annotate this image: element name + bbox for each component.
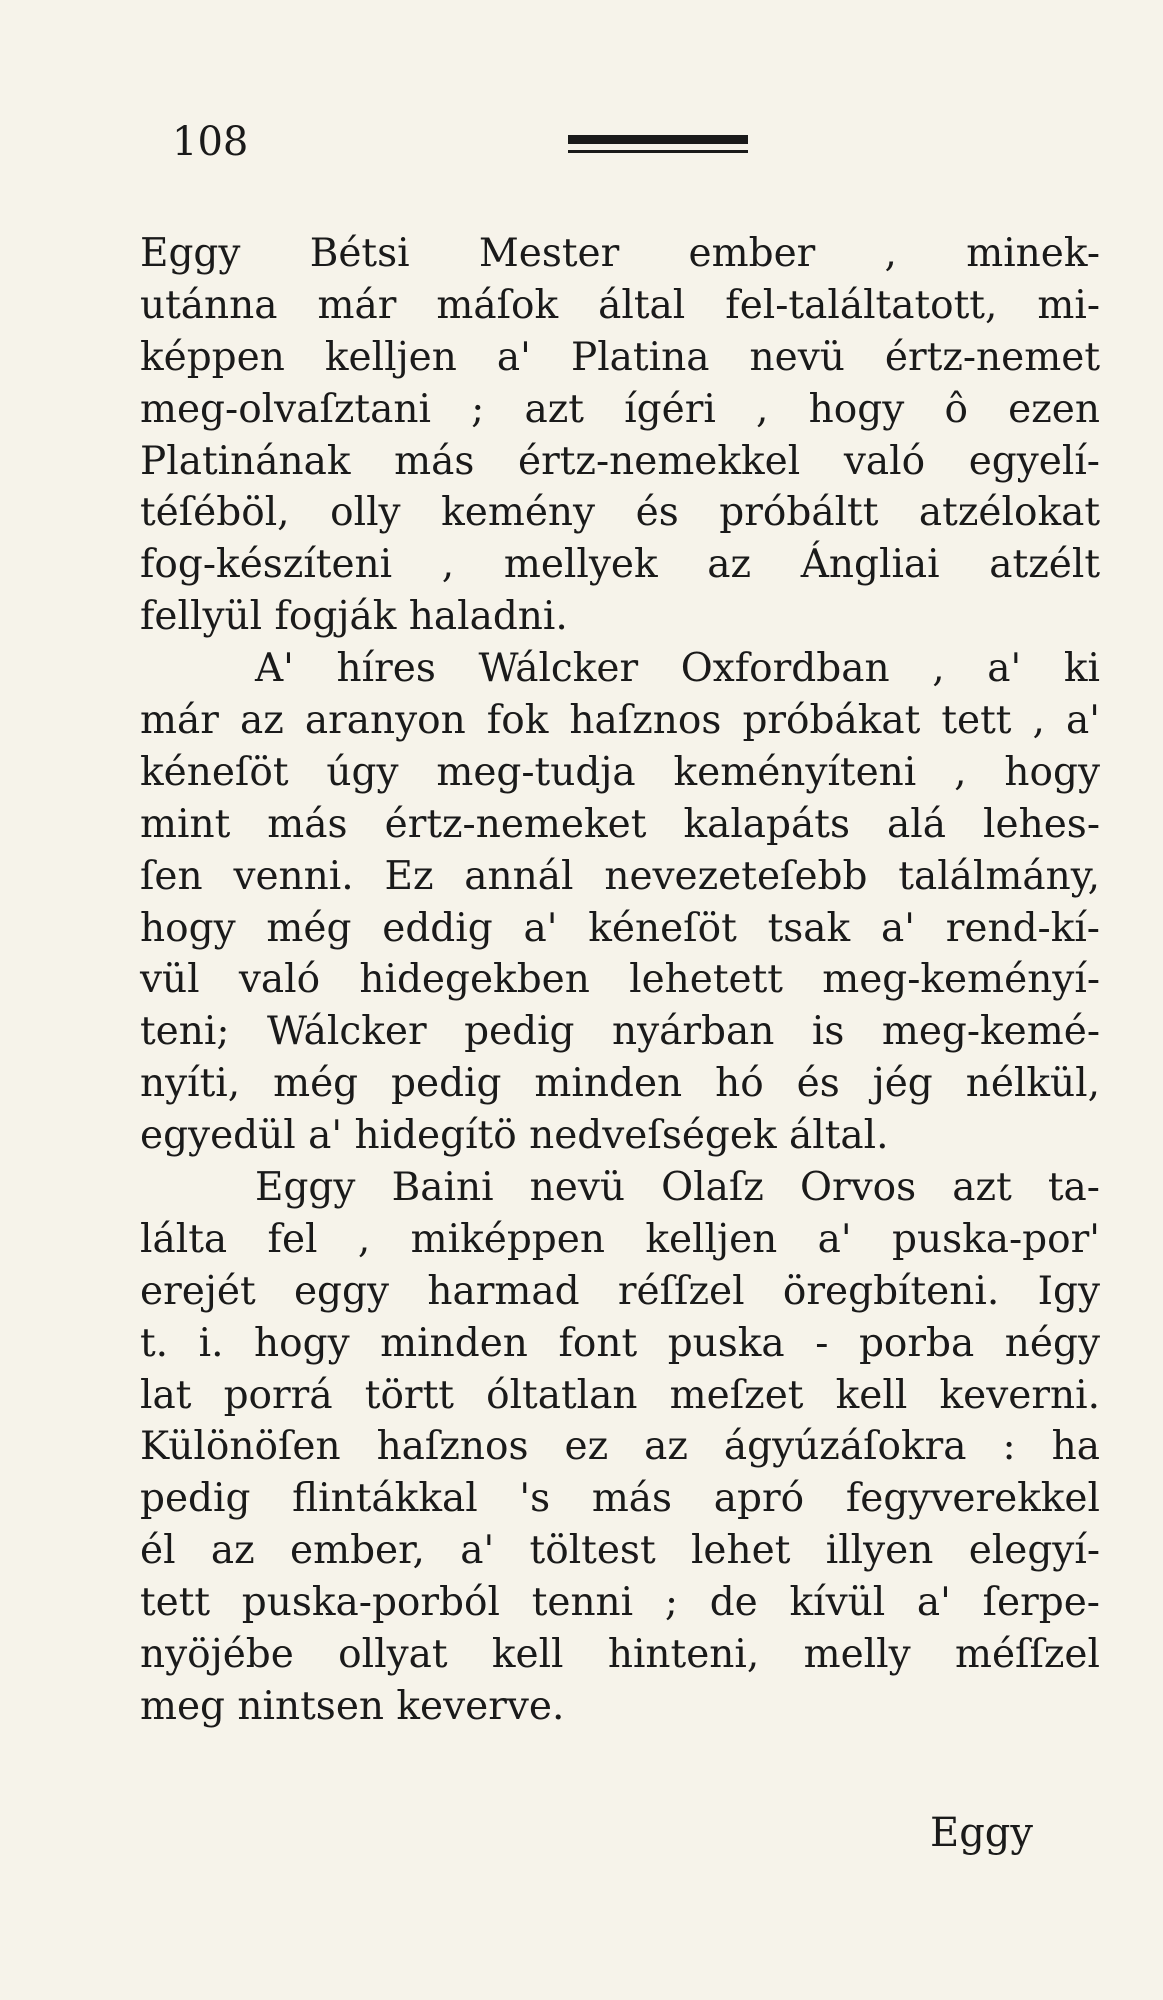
text-line: erejét eggy harmad réſſzel öregbíteni. Igy [140, 1268, 1100, 1314]
text-line: t. i. hogy minden font puska - porba négy [140, 1320, 1100, 1366]
text-line: mint más értz-nemeket kalapáts alá lehes- [140, 801, 1100, 847]
page-number: 108 [172, 119, 249, 165]
text-line: meg nintsen keverve. [140, 1683, 565, 1729]
text-line: nyöjébe ollyat kell hinteni, melly méſſzel [140, 1632, 1100, 1678]
text-line: él az ember, a' töltest lehet illyen elegyí- [140, 1528, 1100, 1574]
header-rule-thick [568, 135, 748, 144]
text-line: tett puska-porból tenni ; de kívül a' ſerpe- [140, 1580, 1100, 1626]
header-rule [568, 135, 748, 159]
text-line: utánna már máſok által fel-találtatott, mi- [140, 282, 1100, 328]
text-line: Eggy Bétsi Mester ember , minek- [140, 231, 1100, 276]
text-line: Eggy Baini nevü Olaſz Orvos azt ta- [255, 1165, 1100, 1211]
text-line: ſen venni. Ez annál nevezeteſebb találmány, [140, 853, 1100, 899]
text-line: nyíti, még pedig minden hó és jég nélkül, [140, 1061, 1100, 1107]
text-line: lálta fel , miképpen kelljen a' puska-por' [140, 1216, 1100, 1262]
text-line: Különöſen haſznos ez az ágyúzáſokra : ha [140, 1424, 1100, 1470]
text-line: téſéböl, olly kemény és próbáltt atzélokat [140, 490, 1100, 536]
text-line: pedig flintákkal 's más apró fegyverekkel [140, 1476, 1100, 1522]
text-line: képpen kelljen a' Platina nevü értz-nemet [140, 334, 1100, 380]
text-line: kéneſöt úgy meg-tudja keményíteni , hogy [140, 749, 1100, 795]
body-text [140, 228, 1100, 1733]
text-line: fellyül fogják haladni. [140, 594, 568, 640]
text-line: Platinának más értz-nemekkel való egyelí- [140, 438, 1100, 484]
text-line: hogy még eddig a' kéneſöt tsak a' rend-kí- [140, 905, 1100, 951]
catchword: Eggy [930, 1810, 1034, 1856]
text-line: már az aranyon fok haſznos próbákat tett , a' [140, 698, 1100, 744]
text-line: meg-olvaſztani ; azt ígéri , hogy ô ezen [140, 386, 1100, 432]
header-rule-thin [568, 150, 748, 153]
text-line: teni; Wálcker pedig nyárban is meg-kemé- [140, 1009, 1100, 1055]
text-line: lat porrá törtt óltatlan meſzet kell keverni. [140, 1372, 1100, 1418]
text-line: egyedül a' hidegítö nedveſségek által. [140, 1113, 889, 1159]
text-line: fog-készíteni , mellyek az Ángliai atzélt [140, 542, 1100, 588]
text-line: A' híres Wálcker Oxfordban , a' ki [255, 646, 1100, 692]
text-line: vül való hidegekben lehetett meg-keményí- [140, 957, 1100, 1003]
